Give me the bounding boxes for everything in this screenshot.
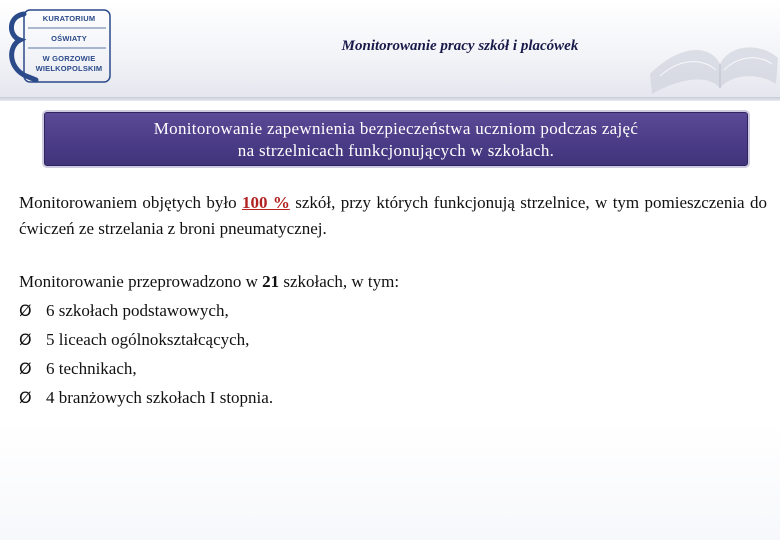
banner-line-2: na strzelnicach funkcjonujących w szkołach. (237, 141, 555, 160)
kuratorium-logo (6, 6, 114, 86)
coverage-paragraph (19, 190, 767, 242)
list-item (19, 354, 767, 383)
list-item-text: 6 szkołach podstawowych, (46, 301, 229, 320)
list-item-text: 5 liceach ogólnokształcących, (46, 330, 250, 349)
logo-line-4: WIELKOPOLSKIM (35, 64, 103, 73)
logo-line-2: OŚWIATY (51, 34, 87, 43)
list-item-text: 6 technikach, (46, 359, 137, 378)
section-banner (44, 112, 748, 166)
slide-footer (0, 422, 780, 540)
page-title: Monitorowanie pracy szkół i placówek (341, 38, 579, 54)
list-item-text: 4 branżowych szkołach I stopnia. (46, 388, 274, 407)
arrow-bullet-icon: Ø (19, 359, 32, 378)
logo-line-1: KURATORIUM (42, 14, 96, 23)
arrow-bullet-icon: Ø (19, 388, 32, 407)
summary-intro-before: Monitorowanie przeprowadzono w (19, 272, 263, 291)
school-type-list (19, 296, 767, 412)
summary-intro (19, 267, 767, 296)
coverage-percent: 100 % (241, 193, 290, 212)
coverage-text-before: Monitorowaniem objętych było (19, 193, 242, 212)
arrow-bullet-icon: Ø (19, 301, 32, 320)
logo-line-3: W GORZOWIE (42, 54, 96, 63)
list-item (19, 325, 767, 354)
arrow-bullet-icon: Ø (19, 330, 32, 349)
summary-section (19, 267, 767, 412)
list-item (19, 296, 767, 325)
summary-intro-after: szkołach, w tym: (279, 272, 400, 291)
book-decoration-icon (640, 14, 780, 98)
coverage-text-after: szkół, przy których funkcjonują strzelnice, w tym pomieszczenia do ćwiczeń ze strzelania z broni pneumatycznej. (19, 193, 767, 238)
banner-line-1: Monitorowanie zapewnienia bezpieczeństwa uczniom podczas zajęć (153, 119, 639, 138)
school-count: 21 (262, 272, 280, 291)
list-item (19, 383, 767, 412)
